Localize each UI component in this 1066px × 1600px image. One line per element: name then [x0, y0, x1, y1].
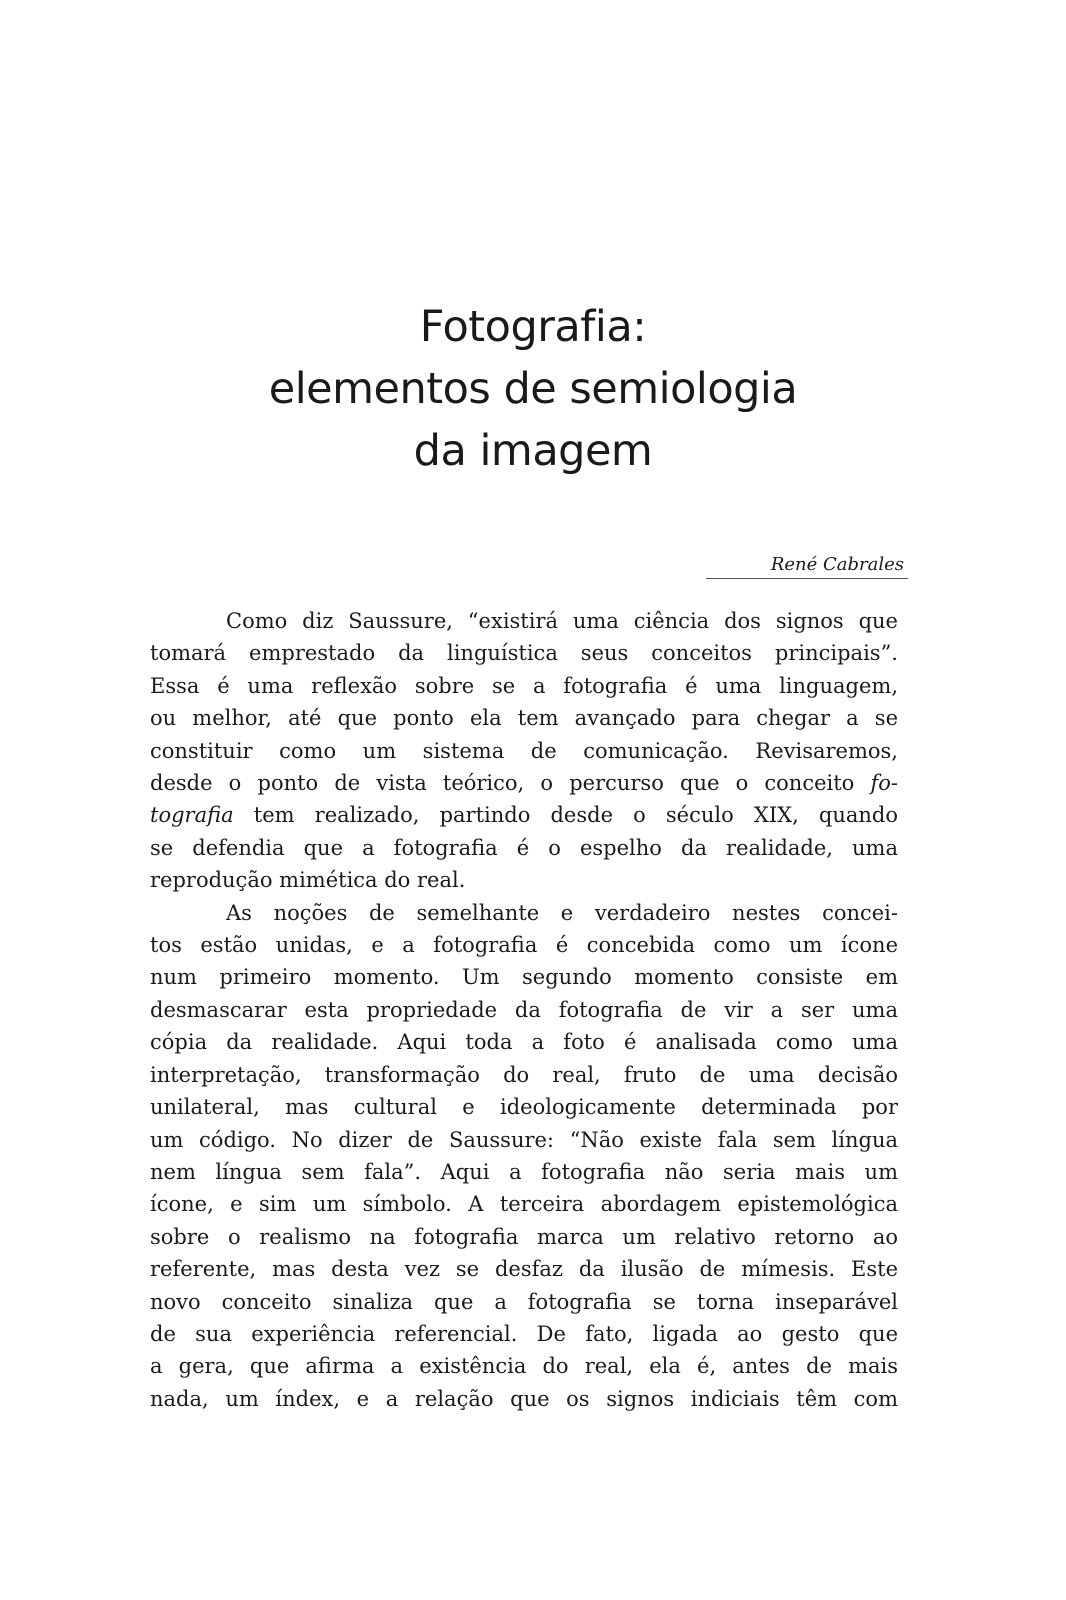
body-line: As noções de semelhante e verdadeiro nestes concei- [226, 900, 898, 925]
body-line: nada, um índex, e a relação que os signos indiciais têm com [150, 1386, 898, 1411]
chapter-title [0, 296, 1066, 482]
body-line-segment: desde o ponto de vista teórico, o percurso que o conceito [150, 771, 871, 796]
body-line: ou melhor, até que ponto ela tem avançado para chegar a se [150, 706, 898, 731]
body-line: Essa é uma reflexão sobre se a fotografia é uma linguagem, [150, 673, 898, 698]
author-byline: René Cabrales [706, 553, 908, 579]
body-line: Como diz Saussure, “existirá uma ciência dos signos que [226, 609, 898, 633]
body-line: tos estão unidas, e a fotografia é concebida como um ícone [150, 933, 898, 958]
body-line-segment: tem realizado, partindo desde o século XIX, quando [233, 803, 898, 828]
body-line-mixed [150, 767, 898, 799]
body-line: ícone, e sim um símbolo. A terceira abordagem epistemológica [150, 1192, 898, 1217]
body-line: interpretação, transformação do real, fruto de uma decisão [150, 1062, 898, 1087]
chapter-title-line-3: da imagem [413, 426, 653, 476]
chapter-title-line-1: Fotografia: [419, 302, 647, 352]
body-line: referente, mas desta vez se desfaz da ilusão de mímesis. Este [150, 1257, 898, 1282]
body-line: desmascarar esta propriedade da fotografia de vir a ser uma [150, 997, 898, 1022]
body-line: sobre o realismo na fotografia marca um relativo retorno ao [150, 1224, 898, 1249]
body-line: nem língua sem fala”. Aqui a fotografia não seria mais um [150, 1159, 898, 1184]
body-line: um código. No dizer de Saussure: “Não existe fala sem língua [150, 1127, 898, 1152]
body-line: se defendia que a fotografia é o espelho da realidade, uma [150, 835, 898, 860]
chapter-title-line-2: elementos de semiologia [268, 364, 798, 414]
body-line: de sua experiência referencial. De fato, ligada ao gesto que [150, 1321, 898, 1346]
body-line-italic: fo- [870, 771, 898, 796]
body-line: reprodução mimética do real. [150, 868, 466, 893]
body-line-italic: tografia [150, 803, 234, 828]
body-line: tomará emprestado da linguística seus conceitos principais”. [150, 641, 898, 666]
body-line: num primeiro momento. Um segundo momento consiste em [150, 965, 898, 990]
body-line: cópia da realidade. Aqui toda a foto é analisada como uma [150, 1030, 898, 1055]
body-line: novo conceito sinaliza que a fotografia se torna inseparável [150, 1289, 898, 1314]
body-line: a gera, que afirma a existência do real, ela é, antes de mais [150, 1354, 898, 1379]
body-line: unilateral, mas cultural e ideologicamente determinada por [150, 1095, 898, 1120]
body-text [150, 605, 898, 1415]
body-line-mixed [150, 799, 898, 831]
body-line: constituir como um sistema de comunicação. Revisaremos, [150, 738, 898, 763]
